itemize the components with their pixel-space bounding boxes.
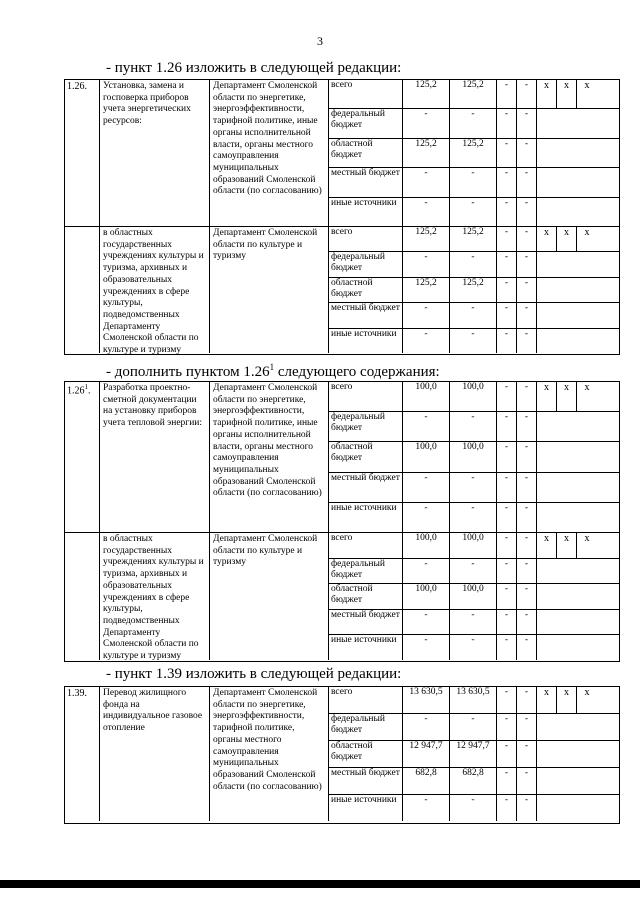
mark-cell: х [537, 382, 557, 411]
funding-total-value: - [403, 329, 450, 353]
funding-source-label: иные источники [329, 503, 403, 532]
mark-cell: х [557, 382, 577, 411]
mark-cell [557, 329, 577, 353]
mark-cell: х [537, 80, 557, 108]
mark-cell: х [537, 227, 557, 251]
funding-total-value: 12 947,7 [403, 741, 450, 767]
table-section-1-26 [64, 79, 620, 355]
mark-cell [557, 503, 577, 532]
funding-total-value: 125,2 [403, 278, 450, 302]
funding-year-value: - [497, 278, 517, 302]
funding-year-value: 100,0 [450, 584, 497, 609]
item-name: Установка, замена и госповерка приборов учета энергетических ресурсов: [100, 80, 210, 226]
mark-cell [537, 278, 557, 302]
mark-cell [537, 442, 557, 471]
mark-cell [537, 741, 557, 767]
funding-year-value: - [517, 559, 537, 584]
funding-total-value: - [403, 559, 450, 584]
funding-source-label: иные источники [329, 795, 403, 821]
mark-cell [577, 198, 597, 226]
funding-total-value: 100,0 [403, 382, 450, 411]
table-row [65, 382, 619, 533]
funding-year-value: - [517, 768, 537, 794]
mark-cell [577, 252, 597, 276]
mark-cell [557, 768, 577, 794]
funding-year-value: - [497, 198, 517, 226]
item-number [65, 227, 100, 353]
funding-year-value: - [497, 768, 517, 794]
funding-year-value: - [517, 278, 537, 302]
mark-cell [537, 503, 557, 532]
item-name: в областных государственных учреждениях культуры и туризма, архивных и образовательных учреждениях в сфере культуры, подведомственных Департаменту Смоленской области по культуре и туризму [100, 227, 210, 353]
item-name: в областных государственных учреждениях культуры и туризма, архивных и образовательных учреждениях в сфере культуры, подведомственных Департаменту Смоленской области по культуре и туризму [100, 533, 210, 660]
funding-row [329, 278, 619, 303]
funding-source-label: областной бюджет [329, 584, 403, 609]
funding-year-value: 100,0 [450, 442, 497, 471]
table-row [65, 687, 619, 821]
funding-year-value: - [517, 584, 537, 609]
mark-cell [557, 559, 577, 584]
mark-cell [557, 412, 577, 441]
mark-cell: х [584, 687, 590, 698]
funding-year-value: 125,2 [450, 227, 497, 251]
funding-total-value: - [403, 303, 450, 327]
table-section-1-39 [64, 686, 620, 824]
funding-year-value: - [497, 503, 517, 532]
funding-year-value: - [450, 329, 497, 353]
funding-source-label: всего [329, 80, 403, 108]
funding-row [329, 109, 619, 138]
mark-cell [557, 741, 577, 767]
mark-cell [577, 768, 597, 794]
funding-source-label: местный бюджет [329, 473, 403, 502]
funding-year-value: 13 630,5 [450, 687, 497, 713]
funding-year-value: 100,0 [450, 382, 497, 411]
funding-row [329, 227, 619, 252]
mark-cell [557, 278, 577, 302]
item-number: 1.39. [65, 687, 100, 821]
mark-cell [577, 278, 597, 302]
mark-cell [557, 168, 577, 196]
mark-cell [537, 795, 557, 821]
funding-total-value: 100,0 [403, 442, 450, 471]
mark-cell [577, 139, 597, 167]
mark-cell [537, 109, 557, 137]
funding-row [329, 303, 619, 328]
item-executor: Департамент Смоленской области по энергетике, энергоэффективности, тарифной политике, иные органы исполнительной власти, органы местного самоуправления муниципальных образований Смоленской области (по согласованию) [210, 382, 329, 532]
funding-year-value: 682,8 [450, 768, 497, 794]
funding-year-value: - [450, 109, 497, 137]
funding-row [329, 533, 619, 559]
funding-year-value: - [517, 109, 537, 137]
funding-year-value: 125,2 [450, 139, 497, 167]
funding-year-value: - [517, 473, 537, 502]
funding-source-label: всего [329, 687, 403, 713]
mark-cell [577, 714, 597, 740]
mark-cell: х [557, 80, 577, 108]
funding-year-value: - [497, 109, 517, 137]
funding-year-value: - [450, 252, 497, 276]
funding-year-value: - [497, 227, 517, 251]
funding-row [329, 714, 619, 741]
funding-source-label: иные источники [329, 198, 403, 226]
funding-source-label: всего [329, 382, 403, 411]
mark-cell [557, 303, 577, 327]
funding-total-value: - [403, 412, 450, 441]
funding-source-label: федеральный бюджет [329, 714, 403, 740]
funding-year-value: - [497, 168, 517, 196]
mark-cell [557, 795, 577, 821]
funding-sources [329, 687, 619, 821]
item-number [65, 533, 100, 660]
funding-source-label: местный бюджет [329, 768, 403, 794]
funding-year-value: - [450, 198, 497, 226]
funding-year-value: - [517, 329, 537, 353]
funding-row [329, 503, 619, 532]
item-number: 1.26. [65, 80, 100, 226]
mark-cell [537, 329, 557, 353]
mark-cell [557, 198, 577, 226]
funding-row [329, 412, 619, 442]
funding-year-value: - [450, 714, 497, 740]
funding-source-label: федеральный бюджет [329, 252, 403, 276]
funding-year-value: - [497, 687, 517, 713]
mark-cell [557, 714, 577, 740]
section-heading: - пункт 1.39 изложить в следующей редакции: [106, 666, 402, 682]
funding-source-label: областной бюджет [329, 139, 403, 167]
funding-year-value: - [497, 714, 517, 740]
funding-year-value: - [497, 610, 517, 635]
item-executor: Департамент Смоленской области по культуре и туризму [210, 533, 329, 660]
mark-cell [577, 109, 597, 137]
funding-year-value: - [517, 139, 537, 167]
table-row [65, 533, 619, 660]
funding-year-value: - [497, 584, 517, 609]
mark-cell [577, 442, 597, 471]
funding-row [329, 635, 619, 660]
funding-year-value: - [497, 559, 517, 584]
mark-cell [577, 412, 597, 441]
mark-cell: х [584, 80, 590, 91]
funding-year-value: - [517, 227, 537, 251]
funding-year-value: - [497, 139, 517, 167]
funding-year-value: - [497, 473, 517, 502]
mark-cell [537, 139, 557, 167]
funding-total-value: - [403, 168, 450, 196]
mark-cell [537, 584, 557, 609]
funding-total-value: 125,2 [403, 80, 450, 108]
funding-total-value: 125,2 [403, 139, 450, 167]
funding-source-label: областной бюджет [329, 741, 403, 767]
mark-cell [537, 412, 557, 441]
funding-year-value: - [497, 635, 517, 660]
funding-year-value: 125,2 [450, 278, 497, 302]
mark-cell [537, 635, 557, 660]
item-number: 1.26$^1$. [65, 382, 100, 532]
funding-total-value: - [403, 198, 450, 226]
funding-year-value: - [497, 303, 517, 327]
table-row [65, 80, 619, 227]
funding-year-value: - [517, 533, 537, 558]
mark-cell [557, 610, 577, 635]
mark-cell [537, 473, 557, 502]
funding-row [329, 610, 619, 636]
funding-year-value: - [517, 168, 537, 196]
funding-year-value: - [517, 635, 537, 660]
funding-row [329, 168, 619, 197]
item-name: Разработка проектно-сметной документации на установку приборов учета тепловой энергии: [100, 382, 210, 532]
funding-year-value: - [497, 533, 517, 558]
mark-cell [537, 559, 557, 584]
mark-cell [557, 109, 577, 137]
funding-total-value: - [403, 610, 450, 635]
funding-total-value: - [403, 109, 450, 137]
funding-row [329, 329, 619, 353]
funding-year-value: - [450, 635, 497, 660]
funding-year-value: - [497, 329, 517, 353]
funding-total-value: - [403, 252, 450, 276]
funding-year-value: - [450, 559, 497, 584]
funding-year-value: 125,2 [450, 80, 497, 108]
mark-cell [557, 442, 577, 471]
mark-cell [557, 139, 577, 167]
funding-year-value: - [450, 168, 497, 196]
funding-source-label: местный бюджет [329, 168, 403, 196]
funding-year-value: - [517, 610, 537, 635]
mark-cell [577, 473, 597, 502]
mark-cell: х [537, 533, 557, 558]
funding-year-value: - [497, 741, 517, 767]
funding-source-label: областной бюджет [329, 442, 403, 471]
funding-year-value: - [450, 503, 497, 532]
funding-year-value: - [517, 714, 537, 740]
funding-year-value: 100,0 [450, 533, 497, 558]
mark-cell: х [537, 687, 557, 713]
mark-cell [537, 198, 557, 226]
table-row [65, 227, 619, 356]
funding-row [329, 382, 619, 412]
funding-total-value: 13 630,5 [403, 687, 450, 713]
funding-row [329, 687, 619, 714]
item-name: Перевод жилищного фонда на индивидуальное газовое отопление [100, 687, 210, 821]
funding-row [329, 741, 619, 768]
section-heading: - дополнить пунктом 1.26$^1$ следующего содержания: [106, 362, 440, 380]
mark-cell [577, 610, 597, 635]
funding-year-value: - [517, 80, 537, 108]
funding-year-value: - [497, 795, 517, 821]
funding-source-label: всего [329, 533, 403, 558]
funding-source-label: иные источники [329, 635, 403, 660]
funding-source-label: федеральный бюджет [329, 109, 403, 137]
funding-total-value: 125,2 [403, 227, 450, 251]
funding-row [329, 473, 619, 503]
funding-source-label: областной бюджет [329, 278, 403, 302]
mark-cell [537, 252, 557, 276]
funding-source-label: иные источники [329, 329, 403, 353]
funding-year-value: - [517, 503, 537, 532]
funding-year-value: - [517, 382, 537, 411]
funding-year-value: - [517, 741, 537, 767]
funding-sources [329, 533, 619, 660]
funding-total-value: - [403, 714, 450, 740]
mark-cell [577, 559, 597, 584]
funding-year-value: - [517, 303, 537, 327]
funding-source-label: местный бюджет [329, 610, 403, 635]
funding-year-value: - [450, 473, 497, 502]
funding-row [329, 80, 619, 109]
funding-year-value: - [450, 610, 497, 635]
mark-cell [577, 795, 597, 821]
funding-year-value: - [517, 252, 537, 276]
funding-row [329, 139, 619, 168]
funding-row [329, 584, 619, 610]
funding-row [329, 768, 619, 795]
mark-cell [577, 584, 597, 609]
mark-cell: х [584, 533, 590, 544]
mark-cell [537, 168, 557, 196]
funding-sources [329, 227, 619, 353]
page-number: 3 [317, 34, 323, 48]
funding-year-value: - [497, 252, 517, 276]
mark-cell: х [557, 227, 577, 251]
funding-year-value: - [517, 795, 537, 821]
funding-year-value: - [450, 303, 497, 327]
mark-cell [557, 635, 577, 660]
funding-total-value: 100,0 [403, 584, 450, 609]
mark-cell [577, 503, 597, 532]
mark-cell [537, 714, 557, 740]
funding-year-value: - [517, 198, 537, 226]
section-heading: - пункт 1.26 изложить в следующей редакции: [106, 60, 402, 76]
mark-cell [577, 168, 597, 196]
funding-total-value: - [403, 635, 450, 660]
scan-edge-bar [0, 880, 640, 888]
mark-cell [577, 329, 597, 353]
funding-year-value: - [450, 412, 497, 441]
mark-cell: х [557, 533, 577, 558]
item-executor: Департамент Смоленской области по культуре и туризму [210, 227, 329, 353]
funding-total-value: 682,8 [403, 768, 450, 794]
funding-year-value: - [497, 382, 517, 411]
funding-row [329, 252, 619, 277]
mark-cell [537, 768, 557, 794]
funding-source-label: местный бюджет [329, 303, 403, 327]
funding-year-value: 12 947,7 [450, 741, 497, 767]
funding-year-value: - [517, 687, 537, 713]
mark-cell: х [557, 687, 577, 713]
funding-total-value: - [403, 503, 450, 532]
mark-cell [557, 252, 577, 276]
funding-row [329, 559, 619, 585]
funding-total-value: 100,0 [403, 533, 450, 558]
funding-total-value: - [403, 795, 450, 821]
funding-sources [329, 382, 619, 532]
funding-year-value: - [497, 442, 517, 471]
funding-sources [329, 80, 619, 226]
funding-total-value: - [403, 473, 450, 502]
funding-year-value: - [517, 442, 537, 471]
item-executor: Департамент Смоленской области по энергетике, энергоэффективности, тарифной политике, иные органы исполнительной власти, органы местного самоуправления муниципальных образований Смоленской области (по согласованию) [210, 80, 329, 226]
funding-row [329, 198, 619, 226]
mark-cell [577, 303, 597, 327]
table-section-1-26-1 [64, 381, 620, 662]
item-executor: Департамент Смоленской области по энергетике, энергоэффективности, тарифной политике, органы местного самоуправления муниципальных образований Смоленской области (по согласованию) [210, 687, 329, 821]
funding-source-label: федеральный бюджет [329, 559, 403, 584]
mark-cell [577, 635, 597, 660]
funding-source-label: всего [329, 227, 403, 251]
funding-year-value: - [450, 795, 497, 821]
mark-cell [537, 303, 557, 327]
mark-cell [577, 741, 597, 767]
funding-year-value: - [497, 80, 517, 108]
mark-cell: х [584, 227, 590, 238]
mark-cell [557, 473, 577, 502]
funding-year-value: - [517, 412, 537, 441]
mark-cell [557, 584, 577, 609]
funding-row [329, 795, 619, 821]
funding-source-label: федеральный бюджет [329, 412, 403, 441]
mark-cell [537, 610, 557, 635]
funding-row [329, 442, 619, 472]
mark-cell: х [584, 382, 590, 393]
funding-year-value: - [497, 412, 517, 441]
